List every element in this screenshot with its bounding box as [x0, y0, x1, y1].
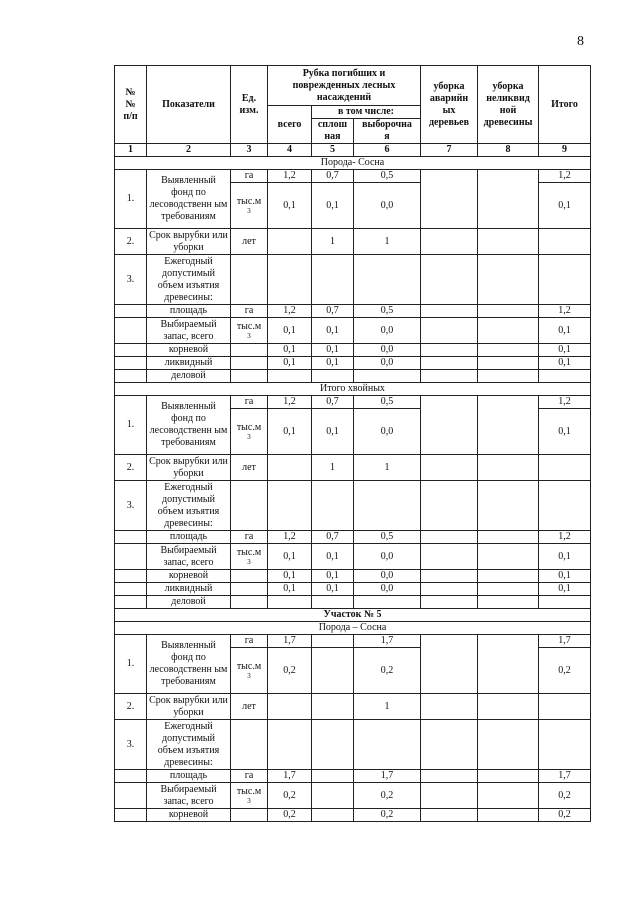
header-total: всего — [268, 106, 312, 144]
cell-emergency — [421, 255, 478, 305]
cell-emergency — [421, 357, 478, 370]
cell-selective: 0,0 — [354, 583, 421, 596]
header-solid: сплош ная — [312, 119, 354, 144]
cell-illiquid — [478, 255, 539, 305]
row-unit: га — [231, 170, 268, 183]
cell-sum — [539, 370, 591, 383]
row-label: Ежегодный допустимый объем изъятия древесины: — [147, 255, 231, 305]
cell-illiquid — [478, 170, 539, 229]
row-num — [115, 370, 147, 383]
cell-emergency — [421, 370, 478, 383]
table-row — [115, 455, 591, 481]
row-unit: лет — [231, 455, 268, 481]
cell-selective: 0,0 — [354, 570, 421, 583]
cell-sum: 1,2 — [539, 305, 591, 318]
cell-selective: 1,7 — [354, 770, 421, 783]
cell-emergency — [421, 229, 478, 255]
cell-total — [268, 255, 312, 305]
cell-emergency — [421, 596, 478, 609]
cell-solid — [312, 635, 354, 648]
cell-illiquid — [478, 694, 539, 720]
table-row — [115, 481, 591, 531]
cell-total: 1,2 — [268, 396, 312, 409]
table-row — [115, 396, 591, 409]
cell-selective: 0,0 — [354, 544, 421, 570]
row-num — [115, 544, 147, 570]
row-label: деловой — [147, 370, 231, 383]
table-row — [115, 596, 591, 609]
cell-illiquid — [478, 809, 539, 822]
row-num — [115, 305, 147, 318]
cell-sum: 1,7 — [539, 770, 591, 783]
cell-sum: 0,1 — [539, 183, 591, 229]
cell-selective: 0,0 — [354, 183, 421, 229]
row-label: площадь — [147, 305, 231, 318]
table-row — [115, 583, 591, 596]
row-label: Выбираемый запас, всего — [147, 318, 231, 344]
cell-selective: 1 — [354, 455, 421, 481]
row-unit — [231, 409, 268, 455]
unit-text: тыс.м — [236, 661, 262, 672]
cell-selective: 0,5 — [354, 396, 421, 409]
cell-selective — [354, 370, 421, 383]
page-number: 8 — [577, 34, 584, 49]
cell-total: 1,2 — [268, 531, 312, 544]
table-row — [115, 544, 591, 570]
cell-selective: 0,5 — [354, 305, 421, 318]
cell-illiquid — [478, 305, 539, 318]
unit-superscript: 3 — [247, 207, 251, 215]
row-num: 3. — [115, 255, 147, 305]
row-num — [115, 344, 147, 357]
row-unit — [231, 481, 268, 531]
cell-solid — [312, 694, 354, 720]
cell-solid: 0,7 — [312, 305, 354, 318]
cell-illiquid — [478, 596, 539, 609]
header-including: в том числе: — [312, 106, 421, 119]
cell-solid: 0,7 — [312, 531, 354, 544]
header-num: № № п/п — [115, 66, 147, 144]
cell-sum: 1,2 — [539, 396, 591, 409]
col-num-1: 1 — [115, 144, 147, 157]
table-row — [115, 783, 591, 809]
unit-text: тыс.м — [236, 547, 262, 558]
cell-selective: 0,0 — [354, 344, 421, 357]
cell-sum: 0,2 — [539, 783, 591, 809]
cell-selective: 0,5 — [354, 531, 421, 544]
row-unit: га — [231, 635, 268, 648]
section-title: Участок № 5 — [115, 609, 591, 622]
cell-sum: 0,1 — [539, 544, 591, 570]
cell-selective — [354, 596, 421, 609]
cell-emergency — [421, 455, 478, 481]
cell-sum — [539, 455, 591, 481]
row-label: корневой — [147, 809, 231, 822]
cell-emergency — [421, 305, 478, 318]
row-unit: га — [231, 305, 268, 318]
header-emergency: уборка аварийн ых деревьев — [421, 66, 478, 144]
unit-superscript: 3 — [247, 797, 251, 805]
cell-solid: 0,1 — [312, 183, 354, 229]
cell-emergency — [421, 635, 478, 694]
cell-illiquid — [478, 229, 539, 255]
table-row — [115, 255, 591, 305]
cell-illiquid — [478, 370, 539, 383]
section-row — [115, 157, 591, 170]
table-row — [115, 635, 591, 648]
row-unit — [231, 783, 268, 809]
cell-solid: 0,1 — [312, 570, 354, 583]
cell-solid: 1 — [312, 455, 354, 481]
cell-emergency — [421, 583, 478, 596]
cell-sum: 1,2 — [539, 170, 591, 183]
column-number-row — [115, 144, 591, 157]
cell-sum: 0,2 — [539, 648, 591, 694]
cell-illiquid — [478, 455, 539, 481]
cell-total: 1,7 — [268, 770, 312, 783]
row-unit — [231, 596, 268, 609]
row-num — [115, 596, 147, 609]
row-unit — [231, 255, 268, 305]
table-body — [115, 157, 591, 822]
cell-illiquid — [478, 570, 539, 583]
row-unit: га — [231, 770, 268, 783]
cell-illiquid — [478, 318, 539, 344]
cell-emergency — [421, 531, 478, 544]
cell-total: 0,2 — [268, 648, 312, 694]
row-num — [115, 583, 147, 596]
cell-emergency — [421, 544, 478, 570]
col-num-8: 8 — [478, 144, 539, 157]
cell-solid: 0,1 — [312, 344, 354, 357]
header-felling-group: Рубка погибших и поврежденных лесных насаждений — [268, 66, 421, 106]
cell-total: 0,2 — [268, 809, 312, 822]
row-unit: га — [231, 531, 268, 544]
cell-selective: 0,5 — [354, 170, 421, 183]
table-row — [115, 720, 591, 770]
row-num: 2. — [115, 455, 147, 481]
cell-total: 0,1 — [268, 357, 312, 370]
row-num: 3. — [115, 481, 147, 531]
cell-solid: 0,1 — [312, 544, 354, 570]
cell-total — [268, 694, 312, 720]
col-num-6: 6 — [354, 144, 421, 157]
row-num — [115, 809, 147, 822]
table-header — [115, 66, 591, 157]
cell-illiquid — [478, 583, 539, 596]
cell-selective: 0,2 — [354, 809, 421, 822]
cell-total: 0,1 — [268, 583, 312, 596]
col-num-9: 9 — [539, 144, 591, 157]
cell-selective: 0,2 — [354, 648, 421, 694]
table-row — [115, 694, 591, 720]
row-label: корневой — [147, 344, 231, 357]
cell-total: 1,2 — [268, 170, 312, 183]
cell-selective — [354, 255, 421, 305]
header-selective: выборочна я — [354, 119, 421, 144]
cell-sum — [539, 596, 591, 609]
section-title: Порода- Сосна — [115, 157, 591, 170]
cell-solid — [312, 481, 354, 531]
cell-illiquid — [478, 720, 539, 770]
cell-emergency — [421, 770, 478, 783]
row-label: ликвидный — [147, 583, 231, 596]
cell-selective: 0,0 — [354, 318, 421, 344]
cell-total: 0,1 — [268, 318, 312, 344]
row-num: 1. — [115, 635, 147, 694]
cell-total — [268, 370, 312, 383]
cell-total: 0,1 — [268, 344, 312, 357]
row-num — [115, 770, 147, 783]
cell-emergency — [421, 570, 478, 583]
header-indicator: Показатели — [147, 66, 231, 144]
row-unit — [231, 318, 268, 344]
row-label: Ежегодный допустимый объем изъятия древесины: — [147, 481, 231, 531]
row-unit: лет — [231, 694, 268, 720]
table-row — [115, 318, 591, 344]
row-label: ликвидный — [147, 357, 231, 370]
cell-solid — [312, 783, 354, 809]
cell-solid: 0,7 — [312, 170, 354, 183]
row-unit — [231, 583, 268, 596]
row-label: Выявленный фонд по лесоводственн ым требованиям — [147, 396, 231, 455]
cell-total — [268, 481, 312, 531]
row-num: 1. — [115, 396, 147, 455]
unit-superscript: 3 — [247, 332, 251, 340]
col-num-5: 5 — [312, 144, 354, 157]
row-num: 1. — [115, 170, 147, 229]
row-unit — [231, 370, 268, 383]
row-label: деловой — [147, 596, 231, 609]
cell-sum — [539, 255, 591, 305]
header-sum: Итого — [539, 66, 591, 144]
row-unit — [231, 344, 268, 357]
cell-selective: 1,7 — [354, 635, 421, 648]
col-num-4: 4 — [268, 144, 312, 157]
unit-text: тыс.м — [236, 422, 262, 433]
cell-selective — [354, 720, 421, 770]
row-num — [115, 318, 147, 344]
row-label: Выявленный фонд по лесоводственн ым требованиям — [147, 170, 231, 229]
table-row — [115, 305, 591, 318]
table-row — [115, 344, 591, 357]
cell-illiquid — [478, 357, 539, 370]
row-num — [115, 570, 147, 583]
cell-sum: 0,1 — [539, 409, 591, 455]
unit-superscript: 3 — [247, 558, 251, 566]
unit-text: тыс.м — [236, 321, 262, 332]
row-num — [115, 357, 147, 370]
row-label: Срок вырубки или уборки — [147, 229, 231, 255]
cell-solid: 1 — [312, 229, 354, 255]
table-row — [115, 809, 591, 822]
cell-total — [268, 596, 312, 609]
cell-emergency — [421, 344, 478, 357]
header-unit: Ед. изм. — [231, 66, 268, 144]
unit-superscript: 3 — [247, 672, 251, 680]
row-unit — [231, 357, 268, 370]
cell-solid — [312, 255, 354, 305]
cell-sum — [539, 229, 591, 255]
section-row — [115, 609, 591, 622]
cell-selective: 1 — [354, 229, 421, 255]
row-label: Срок вырубки или уборки — [147, 694, 231, 720]
col-num-3: 3 — [231, 144, 268, 157]
cell-solid: 0,1 — [312, 409, 354, 455]
row-unit — [231, 544, 268, 570]
cell-solid — [312, 648, 354, 694]
cell-selective: 0,0 — [354, 357, 421, 370]
cell-total: 0,1 — [268, 570, 312, 583]
cell-sum: 0,1 — [539, 318, 591, 344]
cell-emergency — [421, 481, 478, 531]
cell-sum: 0,2 — [539, 809, 591, 822]
cell-illiquid — [478, 344, 539, 357]
unit-superscript: 3 — [247, 433, 251, 441]
row-label: Срок вырубки или уборки — [147, 455, 231, 481]
cell-sum — [539, 720, 591, 770]
row-unit — [231, 570, 268, 583]
section-title: Итого хвойных — [115, 383, 591, 396]
cell-selective: 1 — [354, 694, 421, 720]
header-illiquid: уборка неликвид ной древесины — [478, 66, 539, 144]
row-unit: га — [231, 396, 268, 409]
cell-sum: 1,2 — [539, 531, 591, 544]
cell-emergency — [421, 318, 478, 344]
cell-solid: 0,1 — [312, 357, 354, 370]
cell-emergency — [421, 720, 478, 770]
row-label: Выбираемый запас, всего — [147, 544, 231, 570]
cell-sum: 0,1 — [539, 583, 591, 596]
cell-illiquid — [478, 544, 539, 570]
row-label: площадь — [147, 770, 231, 783]
cell-solid — [312, 770, 354, 783]
row-num: 2. — [115, 694, 147, 720]
cell-total: 1,2 — [268, 305, 312, 318]
cell-solid: 0,7 — [312, 396, 354, 409]
table-row — [115, 770, 591, 783]
table-row — [115, 531, 591, 544]
row-label: Выявленный фонд по лесоводственн ым требованиям — [147, 635, 231, 694]
cell-illiquid — [478, 481, 539, 531]
cell-illiquid — [478, 770, 539, 783]
section-title: Порода – Сосна — [115, 622, 591, 635]
cell-sum: 0,1 — [539, 344, 591, 357]
unit-text: тыс.м — [236, 786, 262, 797]
table-row — [115, 170, 591, 183]
cell-illiquid — [478, 635, 539, 694]
cell-total: 0,1 — [268, 183, 312, 229]
cell-solid — [312, 370, 354, 383]
cell-solid: 0,1 — [312, 583, 354, 596]
section-row — [115, 622, 591, 635]
cell-solid — [312, 720, 354, 770]
cell-total — [268, 229, 312, 255]
cell-total: 0,1 — [268, 544, 312, 570]
cell-total — [268, 455, 312, 481]
row-unit — [231, 648, 268, 694]
cell-emergency — [421, 694, 478, 720]
cell-emergency — [421, 170, 478, 229]
row-unit — [231, 720, 268, 770]
table-row — [115, 370, 591, 383]
section-row — [115, 383, 591, 396]
row-num — [115, 783, 147, 809]
table-row — [115, 357, 591, 370]
row-num: 3. — [115, 720, 147, 770]
cell-selective — [354, 481, 421, 531]
felling-table — [114, 65, 591, 822]
cell-selective: 0,0 — [354, 409, 421, 455]
row-label: площадь — [147, 531, 231, 544]
row-num: 2. — [115, 229, 147, 255]
cell-total: 0,1 — [268, 409, 312, 455]
cell-illiquid — [478, 396, 539, 455]
cell-solid — [312, 596, 354, 609]
cell-sum — [539, 481, 591, 531]
row-unit: лет — [231, 229, 268, 255]
cell-total: 1,7 — [268, 635, 312, 648]
cell-emergency — [421, 809, 478, 822]
row-label: корневой — [147, 570, 231, 583]
cell-sum: 0,1 — [539, 570, 591, 583]
row-unit — [231, 809, 268, 822]
cell-illiquid — [478, 783, 539, 809]
cell-total — [268, 720, 312, 770]
cell-sum: 0,1 — [539, 357, 591, 370]
table-row — [115, 229, 591, 255]
cell-sum — [539, 694, 591, 720]
cell-solid: 0,1 — [312, 318, 354, 344]
unit-text: тыс.м — [236, 196, 262, 207]
cell-sum: 1,7 — [539, 635, 591, 648]
col-num-7: 7 — [421, 144, 478, 157]
cell-illiquid — [478, 531, 539, 544]
row-num — [115, 531, 147, 544]
cell-emergency — [421, 783, 478, 809]
cell-total: 0,2 — [268, 783, 312, 809]
cell-selective: 0,2 — [354, 783, 421, 809]
col-num-2: 2 — [147, 144, 231, 157]
row-label: Ежегодный допустимый объем изъятия древесины: — [147, 720, 231, 770]
row-unit — [231, 183, 268, 229]
cell-solid — [312, 809, 354, 822]
table-row — [115, 570, 591, 583]
cell-emergency — [421, 396, 478, 455]
row-label: Выбираемый запас, всего — [147, 783, 231, 809]
